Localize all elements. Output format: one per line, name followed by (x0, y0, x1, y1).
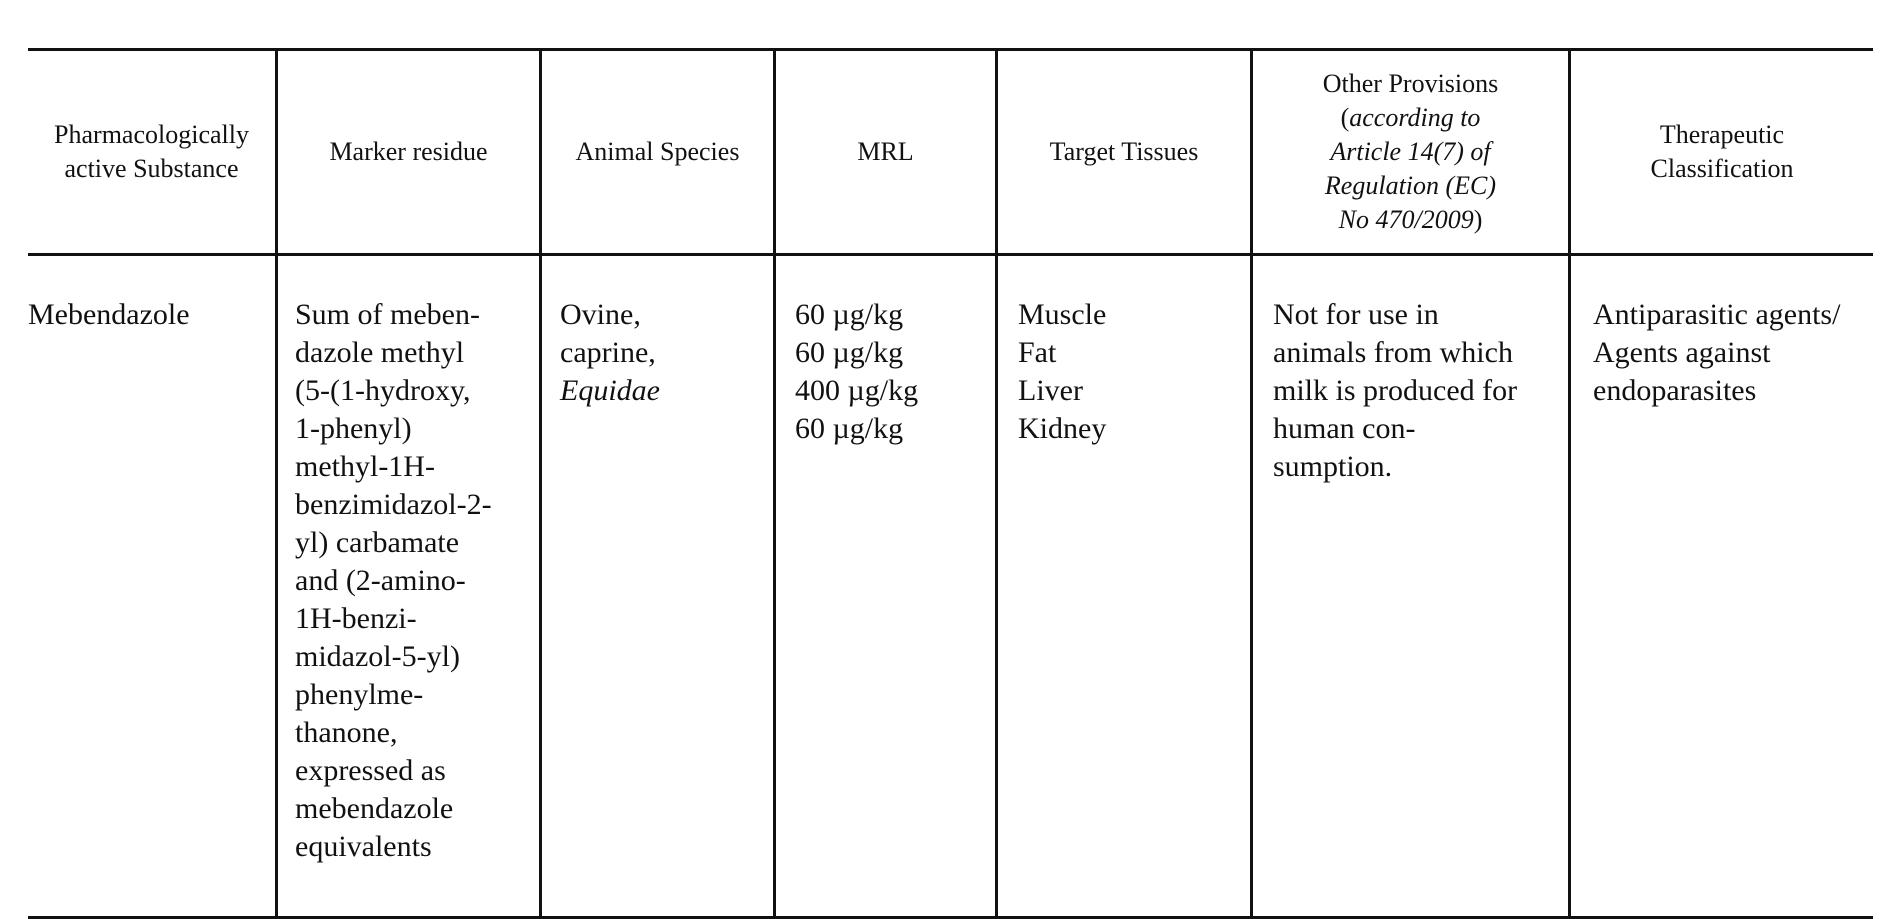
header-tissues-line: Target Tissues (1049, 137, 1199, 166)
header-substance (28, 51, 275, 253)
cell-line: Ovine, (560, 298, 641, 331)
cell-line: 60 µg/kg (795, 336, 904, 369)
cell-line: benzimidazol-2- (295, 488, 492, 521)
cell-line: 400 µg/kg (795, 374, 919, 407)
cell-line: Liver (1018, 374, 1083, 407)
cell-line: Fat (1018, 336, 1057, 369)
header-target-tissues (998, 51, 1250, 253)
cell-line: expressed as (295, 754, 446, 787)
header-mrl-line: MRL (857, 137, 914, 166)
header-animal-species (542, 51, 773, 253)
cell-line: Kidney (1018, 412, 1107, 445)
cell-line: midazol-5-yl) (295, 640, 460, 673)
header-substance-line: Pharmacologically (54, 120, 249, 149)
cell-other-provisions (1273, 296, 1566, 486)
header-classification-line: Therapeutic (1659, 120, 1785, 149)
header-bottom-rule (28, 253, 1873, 256)
header-provisions-italic: Regulation (EC) (1324, 171, 1497, 200)
header-provisions-italic: No 470/2009 (1338, 205, 1474, 234)
cell-marker-residue (295, 296, 537, 866)
cell-line: phenylme- (295, 678, 424, 711)
header-provisions-line (1341, 101, 1481, 135)
cell-line: equivalents (295, 830, 432, 863)
cell-line: endoparasites (1593, 374, 1757, 407)
cell-line: 60 µg/kg (795, 298, 904, 331)
header-other-provisions (1253, 51, 1568, 253)
cell-line: Agents against (1593, 336, 1771, 369)
cell-line: Not for use in (1273, 298, 1439, 331)
cell-target-tissues (1018, 296, 1248, 448)
cell-line: Antiparasitic agents/ (1593, 298, 1841, 331)
cell-line: 1-phenyl) (295, 412, 412, 445)
cell-line: mebendazole (295, 792, 454, 825)
cell-line: Sum of meben- (295, 298, 480, 331)
header-provisions-open-paren: ( (1340, 103, 1350, 132)
cell-line: (5-(1-hydroxy, (295, 374, 471, 407)
cell-line: 60 µg/kg (795, 412, 904, 445)
header-provisions-close-paren: ) (1473, 205, 1483, 234)
header-species-line: Animal Species (575, 137, 740, 166)
cell-line: human con- (1273, 412, 1416, 445)
cell-line: milk is produced for (1273, 374, 1518, 407)
cell-line: animals from which (1273, 336, 1513, 369)
cell-line: and (2-amino- (295, 564, 466, 597)
cell-line: caprine, (560, 336, 656, 369)
cell-line: 1H-benzi- (295, 602, 417, 635)
header-marker-line: Marker residue (329, 137, 488, 166)
header-mrl (776, 51, 995, 253)
cell-therapeutic-classification (1593, 296, 1893, 410)
header-substance-line: active Substance (64, 154, 239, 183)
cell-line: sumption. (1273, 450, 1393, 483)
cell-line: Muscle (1018, 298, 1107, 331)
header-provisions-italic: Article 14(7) of (1330, 137, 1491, 166)
header-marker-residue (278, 51, 539, 253)
header-therapeutic-classification (1571, 51, 1873, 253)
cell-line: Mebendazole (28, 298, 190, 331)
header-provisions-line (1339, 203, 1483, 237)
cell-line: dazole methyl (295, 336, 465, 369)
header-provisions-line: Other Provisions (1322, 69, 1499, 98)
cell-line-italic: Equidae (560, 374, 660, 407)
cell-line: thanone, (295, 716, 398, 749)
cell-substance (28, 296, 273, 334)
cell-line: yl) carbamate (295, 526, 460, 559)
header-classification-line: Classification (1650, 154, 1794, 183)
cell-line: methyl-1H- (295, 450, 435, 483)
cell-mrl (795, 296, 993, 448)
header-provisions-italic: according to (1349, 103, 1481, 132)
cell-animal-species (560, 296, 772, 410)
